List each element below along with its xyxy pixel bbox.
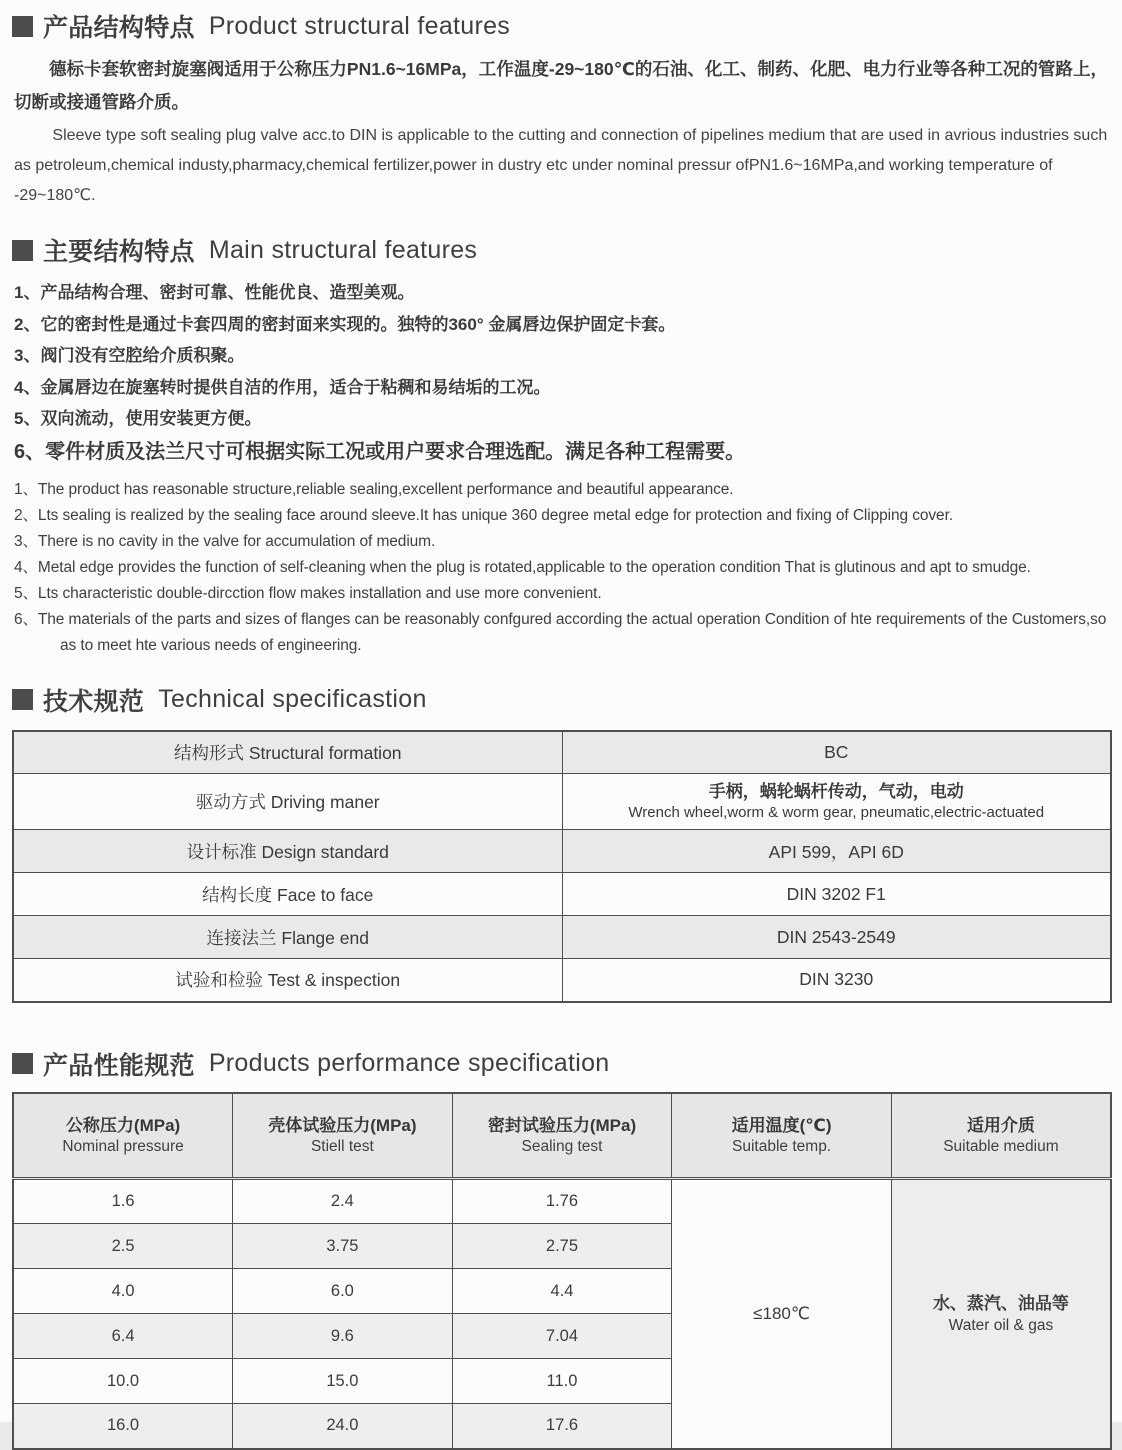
cell-nominal-pressure: 6.4 bbox=[13, 1314, 233, 1359]
header-en: Suitable medium bbox=[943, 1137, 1059, 1155]
header-zh: 适用温度(℃) bbox=[731, 1115, 832, 1135]
spec-label: 连接法兰 Flange end bbox=[13, 916, 562, 959]
cell-sealing-test: 17.6 bbox=[452, 1404, 672, 1449]
square-bullet-icon bbox=[12, 1053, 33, 1074]
table-row bbox=[13, 916, 1111, 959]
spec-label: 设计标准 Design standard bbox=[13, 830, 562, 873]
intro-paragraph-chinese: 德标卡套软密封旋塞阀适用于公称压力PN1.6~16MPa，工作温度-29~180℃的石油、化工、制药、化肥、电力行业等各种工况的管路上，切断或接通管路介质。 bbox=[14, 59, 1108, 112]
square-bullet-icon bbox=[12, 16, 33, 37]
list-item: 2、它的密封性是通过卡套四周的密封面来实现的。独特的360° 金属唇边保护固定卡套。 bbox=[14, 314, 676, 334]
medium-zh: 水、蒸汽、油品等 bbox=[932, 1293, 1069, 1313]
list-item: 1、产品结构合理、密封可靠、性能优良、造型美观。 bbox=[14, 283, 415, 302]
spec-label: 试验和检验 Test & inspection bbox=[13, 959, 562, 1002]
column-header-suitable-medium bbox=[891, 1093, 1111, 1179]
spec-value: DIN 3230 bbox=[562, 959, 1111, 1002]
section-title-en: Product structural features bbox=[208, 11, 511, 40]
technical-specification-table bbox=[12, 730, 1112, 1003]
spec-label: 结构形式 Structural formation bbox=[13, 731, 562, 774]
cell-sealing-test: 7.04 bbox=[452, 1314, 672, 1359]
section-title-product-structural-features bbox=[12, 8, 1110, 44]
cell-suitable-temp: ≤180℃ bbox=[672, 1179, 892, 1449]
header-en: Sealing test bbox=[521, 1137, 603, 1155]
section-title-main-structural-features bbox=[12, 232, 1110, 268]
performance-specification-table bbox=[12, 1092, 1112, 1450]
header-zh: 壳体试验压力(MPa) bbox=[268, 1115, 417, 1135]
spec-value-zh: 手柄，蜗轮蜗杆传动，气动，电动 bbox=[708, 782, 964, 801]
cell-nominal-pressure: 2.5 bbox=[13, 1224, 233, 1269]
spec-label: 驱动方式 Driving maner bbox=[13, 774, 562, 830]
cell-sealing-test: 11.0 bbox=[452, 1359, 672, 1404]
spec-value: API 599，API 6D bbox=[562, 830, 1111, 873]
cell-shell-test: 3.75 bbox=[233, 1224, 453, 1269]
cell-nominal-pressure: 10.0 bbox=[13, 1359, 233, 1404]
cell-nominal-pressure: 4.0 bbox=[13, 1269, 233, 1314]
list-item: 4、金属唇边在旋塞转时提供自洁的作用，适合于粘稠和易结垢的工况。 bbox=[14, 377, 551, 397]
spec-value: BC bbox=[562, 731, 1111, 774]
cell-shell-test: 24.0 bbox=[233, 1404, 453, 1449]
intro-paragraph-english: Sleeve type soft sealing plug valve acc.to DIN is applicable to the cutting and connection of pipelines medium that are used in avrious industries such as petroleum,chemical industy,pharmacy,chemical fertilizer,power in dustry etc under nominal pressur ofPN1.6~16MPa,and working temperature of -29~180℃. bbox=[14, 127, 1108, 204]
cell-nominal-pressure: 1.6 bbox=[13, 1179, 233, 1224]
list-item: 1、The product has reasonable structure,reliable sealing,excellent performance and beautiful appearance. bbox=[14, 480, 734, 498]
list-item: 5、双向流动，使用安装更方便。 bbox=[14, 409, 262, 428]
section-title-performance-specification bbox=[12, 1046, 1110, 1082]
cell-shell-test: 9.6 bbox=[233, 1314, 453, 1359]
table-row bbox=[13, 774, 1111, 830]
header-en: Suitable temp. bbox=[732, 1137, 832, 1155]
spec-value: DIN 2543-2549 bbox=[562, 916, 1111, 959]
table-row bbox=[13, 731, 1111, 774]
table-row bbox=[13, 959, 1111, 1002]
cell-shell-test: 6.0 bbox=[233, 1269, 453, 1314]
table-header-row bbox=[13, 1093, 1111, 1179]
section-title-zh: 主要结构特点 bbox=[43, 238, 195, 266]
cell-suitable-medium bbox=[891, 1179, 1111, 1449]
column-header-sealing-test bbox=[452, 1093, 672, 1179]
square-bullet-icon bbox=[12, 689, 33, 710]
section-title-en: Main structural features bbox=[208, 235, 478, 264]
table-row bbox=[13, 1179, 1111, 1224]
list-item: 2、Lts sealing is realized by the sealing face around sleeve.It has unique 360 degree metal edge for protection and fixing of Clipping cover. bbox=[14, 506, 953, 524]
section-title-zh: 产品结构特点 bbox=[43, 14, 195, 42]
table-row bbox=[13, 873, 1111, 916]
header-en: Stiell test bbox=[310, 1137, 374, 1155]
list-item: 4、Metal edge provides the function of self-cleaning when the plug is rotated,applicable to the operation condition That is glutinous and apt to smudge. bbox=[14, 558, 1031, 576]
section-title-en: Technical specificastion bbox=[158, 685, 427, 713]
medium-en: Water oil & gas bbox=[948, 1316, 1054, 1334]
list-item: 3、阀门没有空腔给介质积聚。 bbox=[14, 346, 245, 365]
header-zh: 适用介质 bbox=[966, 1115, 1035, 1135]
column-header-suitable-temp bbox=[672, 1093, 892, 1179]
header-en: Nominal pressure bbox=[62, 1137, 184, 1155]
square-bullet-icon bbox=[12, 240, 33, 261]
cell-shell-test: 15.0 bbox=[233, 1359, 453, 1404]
section-title-technical-specification bbox=[12, 682, 1110, 718]
header-zh: 公称压力(MPa) bbox=[65, 1115, 181, 1135]
features-list-english bbox=[14, 477, 1110, 659]
cell-shell-test: 2.4 bbox=[233, 1179, 453, 1224]
section-title-zh: 技术规范 bbox=[43, 687, 145, 716]
column-header-shell-test bbox=[233, 1093, 453, 1179]
cell-sealing-test: 1.76 bbox=[452, 1179, 672, 1224]
spec-label: 结构长度 Face to face bbox=[13, 873, 562, 916]
spec-value: DIN 3202 F1 bbox=[562, 873, 1111, 916]
cell-sealing-test: 2.75 bbox=[452, 1224, 672, 1269]
cell-nominal-pressure: 16.0 bbox=[13, 1404, 233, 1449]
section-title-zh: 产品性能规范 bbox=[43, 1051, 195, 1080]
section-title-en: Products performance specification bbox=[208, 1049, 610, 1077]
column-header-nominal-pressure bbox=[13, 1093, 233, 1179]
list-item: 6、The materials of the parts and sizes of flanges can be reasonably confgured according the actual operation Condition of hte requirements of the Customers,so as to meet hte various needs of engineering. bbox=[14, 610, 1107, 654]
header-zh: 密封试验压力(MPa) bbox=[487, 1115, 637, 1135]
features-list-chinese bbox=[14, 278, 1110, 469]
spec-value-en: Wrench wheel,worm & worm gear, pneumatic,electric-actuated bbox=[628, 804, 1045, 821]
list-item: 5、Lts characteristic double-dircction flow makes installation and use more convenient. bbox=[14, 584, 602, 602]
table-row bbox=[13, 830, 1111, 873]
cell-sealing-test: 4.4 bbox=[452, 1269, 672, 1314]
list-item: 3、There is no cavity in the valve for accumulation of medium. bbox=[14, 532, 436, 550]
list-item: 6、零件材质及法兰尺寸可根据实际工况或用户要求合理选配。满足各种工程需要。 bbox=[14, 440, 746, 463]
spec-value bbox=[562, 774, 1111, 830]
